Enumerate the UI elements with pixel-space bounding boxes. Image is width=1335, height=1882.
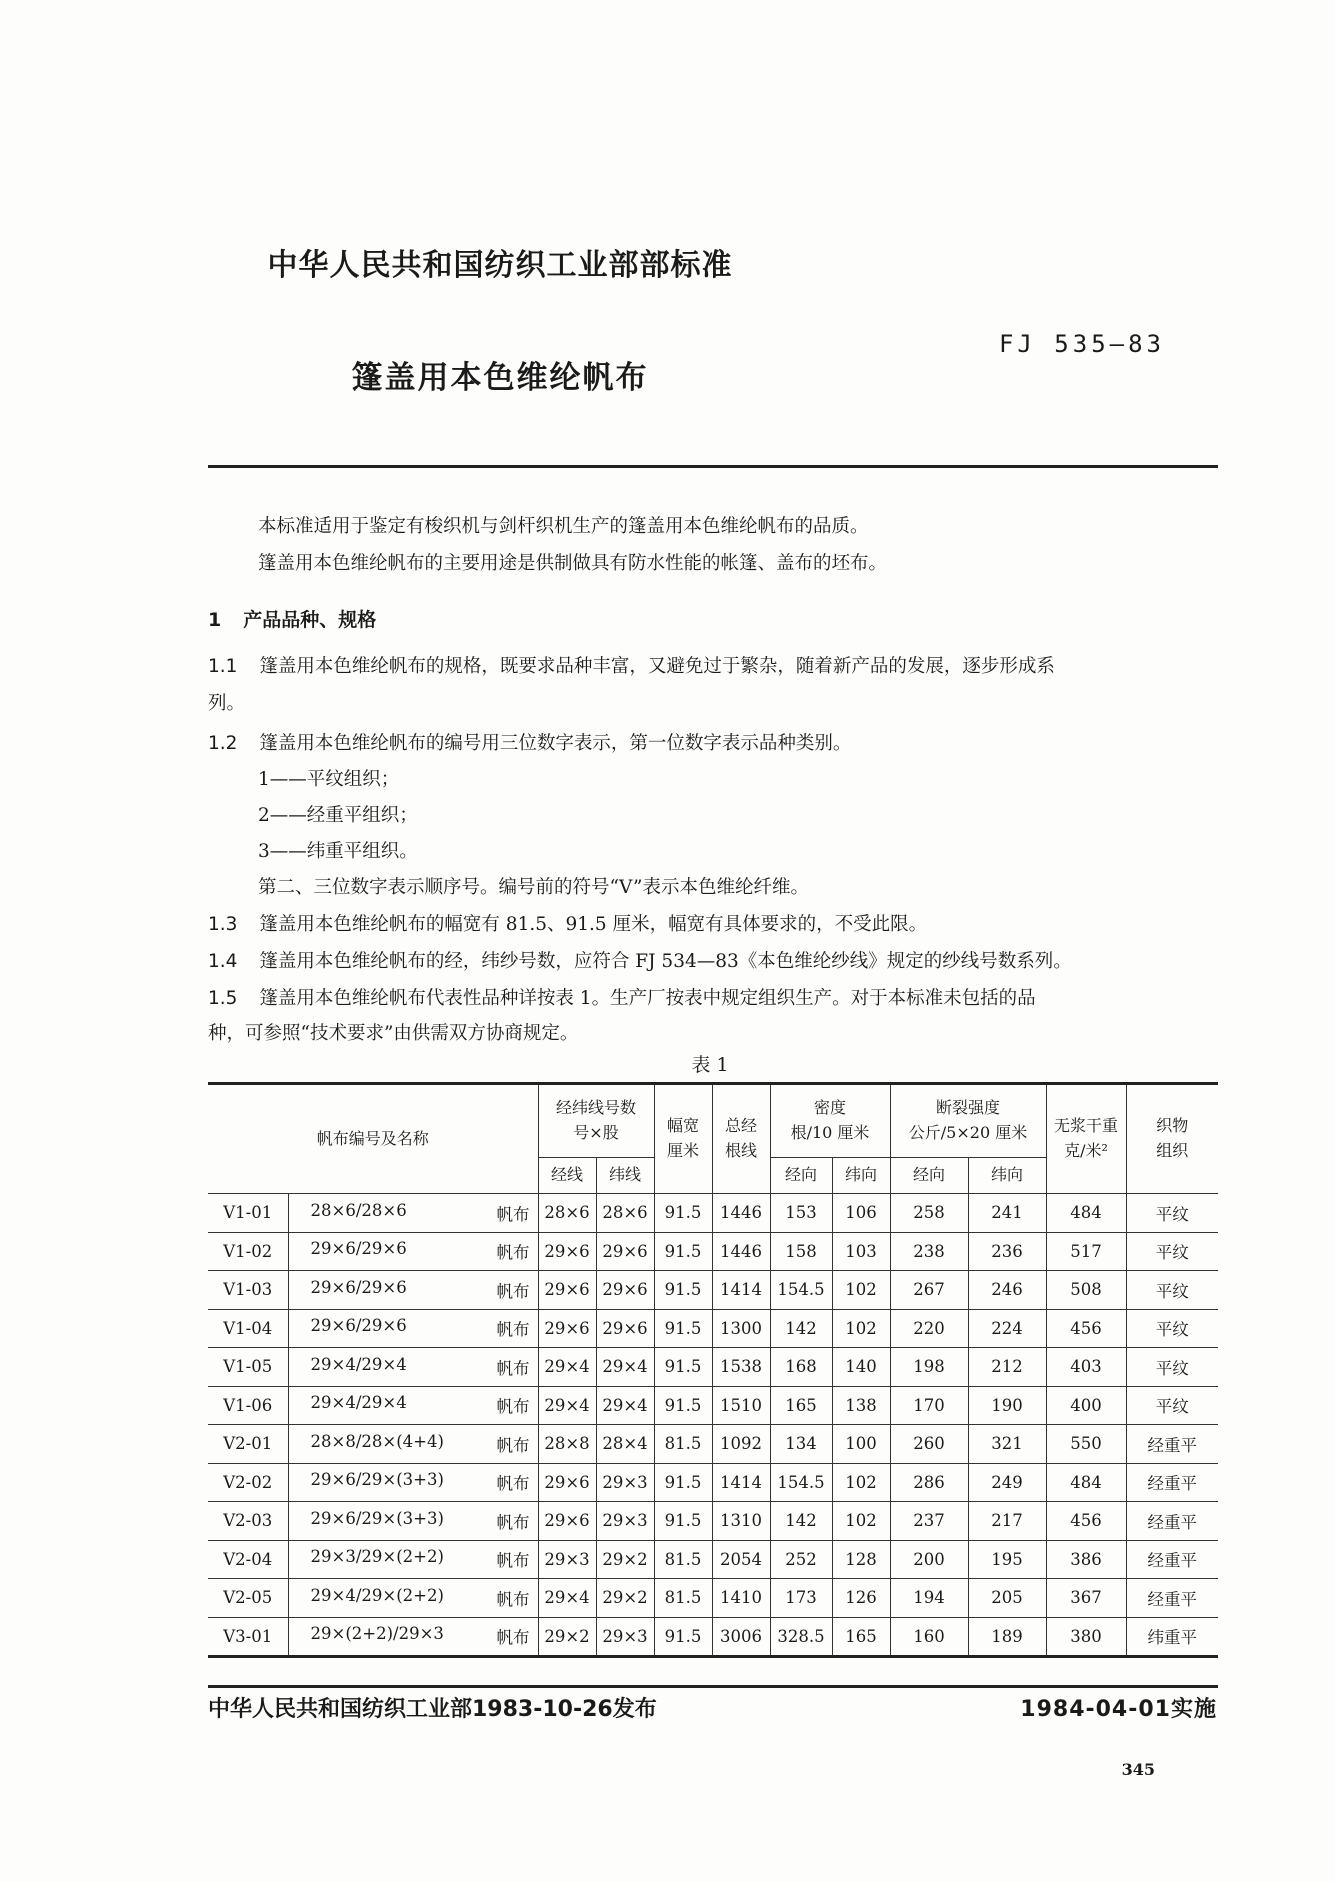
cell-fabric-code: V2-05: [208, 1579, 288, 1618]
section-1-heading: [208, 605, 376, 632]
cell-fabric-code: V1-03: [208, 1271, 288, 1310]
cell-strength-warp: 238: [890, 1232, 968, 1271]
cell-warp-yarn: 29×6: [538, 1232, 596, 1271]
header-total-ends: 总经 根线: [712, 1084, 770, 1194]
cell-weft-yarn: 29×6: [596, 1232, 654, 1271]
fabric-kind-text: 帆布: [496, 1358, 530, 1378]
cell-density-warp: 153: [770, 1194, 832, 1233]
cell-warp-yarn: 29×6: [538, 1309, 596, 1348]
cell-warp-yarn: 29×2: [538, 1617, 596, 1657]
cell-density-warp: 168: [770, 1348, 832, 1387]
fabric-kind-text: 帆布: [496, 1243, 530, 1263]
cell-strength-weft: 212: [968, 1348, 1046, 1387]
cell-strength-weft: 205: [968, 1579, 1046, 1618]
fabric-kind-text: 帆布: [496, 1512, 530, 1532]
weave-list-item: 2——经重平组织；: [258, 805, 418, 826]
cell-fabric-code: V1-06: [208, 1386, 288, 1425]
cell-width: 91.5: [654, 1194, 712, 1233]
cell-weave: 纬重平: [1126, 1617, 1218, 1657]
cell-fabric-spec: [288, 1425, 538, 1464]
clause-number: 1.3: [208, 914, 238, 935]
cell-density-weft: 126: [832, 1579, 890, 1618]
cell-weave: 平纹: [1126, 1232, 1218, 1271]
cell-strength-weft: 189: [968, 1617, 1046, 1657]
cell-width: 91.5: [654, 1271, 712, 1310]
fabric-spec-text: 29×3/29×(2+2): [310, 1547, 444, 1567]
cell-dry-weight: 550: [1046, 1425, 1126, 1464]
cell-fabric-spec: [288, 1309, 538, 1348]
table-row: [208, 1617, 1218, 1657]
cell-total-ends: 1510: [712, 1386, 770, 1425]
table-row: [208, 1579, 1218, 1618]
cell-density-warp: 154.5: [770, 1271, 832, 1310]
fabric-kind-text: 帆布: [496, 1589, 530, 1609]
header-strength-warp: 经向: [890, 1158, 968, 1194]
page-number: 345: [1121, 1760, 1155, 1779]
cell-width: 91.5: [654, 1502, 712, 1541]
clause-1-3: [208, 913, 927, 937]
table-row: [208, 1463, 1218, 1502]
table-row: [208, 1309, 1218, 1348]
weave-list-item: 1——平纹组织；: [258, 769, 400, 790]
table-row: [208, 1194, 1218, 1233]
cell-total-ends: 1414: [712, 1463, 770, 1502]
issue-date: 中华人民共和国纺织工业部1983-10-26发布: [208, 1697, 657, 1722]
cell-fabric-spec: [288, 1232, 538, 1271]
table-row: [208, 1271, 1218, 1310]
cell-fabric-spec: [288, 1271, 538, 1310]
cell-strength-weft: 249: [968, 1463, 1046, 1502]
table-row: [208, 1540, 1218, 1579]
cell-total-ends: 2054: [712, 1540, 770, 1579]
cell-width: 91.5: [654, 1463, 712, 1502]
weave-list-item: 3——纬重平组织。: [258, 841, 418, 862]
cell-strength-warp: 160: [890, 1617, 968, 1657]
header-dry-weight: 无浆干重 克/米²: [1046, 1084, 1126, 1194]
specification-table: [208, 1082, 1218, 1658]
cell-warp-yarn: 28×8: [538, 1425, 596, 1464]
cell-strength-weft: 195: [968, 1540, 1046, 1579]
header-yarn-count: 经纬线号数 号×股: [538, 1084, 654, 1158]
cell-weave: 平纹: [1126, 1386, 1218, 1425]
cell-total-ends: 1310: [712, 1502, 770, 1541]
cell-total-ends: 3006: [712, 1617, 770, 1657]
intro-paragraph-2: 篷盖用本色维纶帆布的主要用途是供制做具有防水性能的帐篷、盖布的坯布。: [258, 553, 888, 574]
cell-density-weft: 128: [832, 1540, 890, 1579]
cell-width: 91.5: [654, 1617, 712, 1657]
cell-density-weft: 102: [832, 1463, 890, 1502]
clause-number: 1.4: [208, 951, 238, 972]
fabric-kind-text: 帆布: [496, 1281, 530, 1301]
table-row: [208, 1502, 1218, 1541]
header-divider: [208, 465, 1218, 468]
cell-weft-yarn: 29×3: [596, 1463, 654, 1502]
cell-weave: 经重平: [1126, 1579, 1218, 1618]
cell-fabric-spec: [288, 1386, 538, 1425]
issuer-title: 中华人民共和国纺织工业部部标准: [267, 248, 733, 283]
cell-dry-weight: 403: [1046, 1348, 1126, 1387]
cell-fabric-spec: [288, 1502, 538, 1541]
clause-text: 篷盖用本色维纶帆布的幅宽有 81.5、91.5 厘米，幅宽有具体要求的，不受此限。: [259, 914, 928, 935]
table-row: [208, 1232, 1218, 1271]
cell-weft-yarn: 29×3: [596, 1502, 654, 1541]
clause-number: 1.2: [208, 733, 238, 754]
cell-strength-weft: 224: [968, 1309, 1046, 1348]
cell-width: 81.5: [654, 1540, 712, 1579]
cell-strength-weft: 236: [968, 1232, 1046, 1271]
fabric-kind-text: 帆布: [496, 1320, 530, 1340]
cell-weft-yarn: 29×6: [596, 1271, 654, 1310]
cell-strength-warp: 198: [890, 1348, 968, 1387]
cell-dry-weight: 508: [1046, 1271, 1126, 1310]
clause-1-5: [208, 987, 1036, 1011]
cell-warp-yarn: 29×4: [538, 1386, 596, 1425]
cell-fabric-code: V1-04: [208, 1309, 288, 1348]
cell-warp-yarn: 29×4: [538, 1348, 596, 1387]
cell-weave: 平纹: [1126, 1348, 1218, 1387]
cell-fabric-code: V2-03: [208, 1502, 288, 1541]
cell-total-ends: 1446: [712, 1232, 770, 1271]
cell-fabric-spec: [288, 1617, 538, 1657]
cell-density-warp: 134: [770, 1425, 832, 1464]
cell-strength-warp: 237: [890, 1502, 968, 1541]
clause-1-5-continued: 种，可参照“技术要求”由供需双方协商规定。: [208, 1023, 579, 1044]
table-row: [208, 1386, 1218, 1425]
fabric-spec-text: 29×4/29×(2+2): [310, 1585, 444, 1605]
cell-width: 91.5: [654, 1309, 712, 1348]
cell-warp-yarn: 29×4: [538, 1579, 596, 1618]
cell-fabric-spec: [288, 1579, 538, 1618]
cell-density-weft: 100: [832, 1425, 890, 1464]
cell-density-warp: 173: [770, 1579, 832, 1618]
header-density-weft: 纬向: [832, 1158, 890, 1194]
cell-dry-weight: 400: [1046, 1386, 1126, 1425]
cell-width: 91.5: [654, 1232, 712, 1271]
section-number: 1: [208, 609, 222, 631]
cell-weft-yarn: 29×6: [596, 1309, 654, 1348]
cell-warp-yarn: 29×6: [538, 1271, 596, 1310]
footer-divider: [208, 1685, 1218, 1688]
fabric-spec-text: 29×4/29×4: [310, 1354, 407, 1374]
cell-warp-yarn: 29×6: [538, 1502, 596, 1541]
cell-weave: 经重平: [1126, 1540, 1218, 1579]
header-strength-weft: 纬向: [968, 1158, 1046, 1194]
document-title: 篷盖用本色维纶帆布: [351, 360, 649, 396]
cell-total-ends: 1092: [712, 1425, 770, 1464]
fabric-spec-text: 29×6/29×6: [310, 1239, 407, 1259]
fabric-spec-text: 28×6/28×6: [310, 1200, 407, 1220]
cell-width: 81.5: [654, 1425, 712, 1464]
fabric-spec-text: 29×6/29×(3+3): [310, 1470, 444, 1490]
clause-text: 篷盖用本色维纶帆布的经，纬纱号数，应符合 FJ 534—83《本色维纶纱线》规定的纱线号数系列。: [259, 951, 1072, 972]
cell-strength-warp: 194: [890, 1579, 968, 1618]
cell-density-weft: 106: [832, 1194, 890, 1233]
cell-weft-yarn: 28×4: [596, 1425, 654, 1464]
cell-density-warp: 328.5: [770, 1617, 832, 1657]
cell-fabric-code: V2-02: [208, 1463, 288, 1502]
header-fabric-name: 帆布编号及名称: [208, 1084, 538, 1194]
cell-weft-yarn: 29×2: [596, 1540, 654, 1579]
cell-warp-yarn: 29×6: [538, 1463, 596, 1502]
cell-fabric-spec: [288, 1463, 538, 1502]
cell-fabric-code: V2-01: [208, 1425, 288, 1464]
cell-dry-weight: 517: [1046, 1232, 1126, 1271]
cell-density-warp: 142: [770, 1309, 832, 1348]
fabric-kind-text: 帆布: [496, 1551, 530, 1571]
cell-weave: 经重平: [1126, 1502, 1218, 1541]
cell-total-ends: 1410: [712, 1579, 770, 1618]
cell-fabric-code: V1-05: [208, 1348, 288, 1387]
fabric-kind-text: 帆布: [496, 1204, 530, 1224]
cell-density-warp: 142: [770, 1502, 832, 1541]
clause-1-4: [208, 950, 1072, 974]
cell-fabric-code: V2-04: [208, 1540, 288, 1579]
cell-strength-warp: 286: [890, 1463, 968, 1502]
cell-total-ends: 1446: [712, 1194, 770, 1233]
clause-1-1: [208, 655, 1055, 679]
cell-density-weft: 102: [832, 1271, 890, 1310]
cell-dry-weight: 456: [1046, 1309, 1126, 1348]
fabric-spec-text: 29×6/29×(3+3): [310, 1508, 444, 1528]
cell-density-weft: 140: [832, 1348, 890, 1387]
cell-strength-warp: 267: [890, 1271, 968, 1310]
cell-strength-weft: 190: [968, 1386, 1046, 1425]
fabric-kind-text: 帆布: [496, 1474, 530, 1494]
header-weave: 织物 组织: [1126, 1084, 1218, 1194]
cell-weft-yarn: 29×2: [596, 1579, 654, 1618]
clause-number: 1.1: [208, 656, 238, 677]
cell-strength-weft: 321: [968, 1425, 1046, 1464]
section-title: 产品品种、规格: [243, 609, 377, 631]
table-row: [208, 1425, 1218, 1464]
cell-width: 91.5: [654, 1348, 712, 1387]
cell-weave: 平纹: [1126, 1271, 1218, 1310]
intro-paragraph-1: 本标准适用于鉴定有梭织机与剑杆织机生产的篷盖用本色维纶帆布的品质。: [258, 516, 869, 537]
cell-density-warp: 165: [770, 1386, 832, 1425]
cell-density-warp: 158: [770, 1232, 832, 1271]
cell-dry-weight: 484: [1046, 1463, 1126, 1502]
cell-density-weft: 102: [832, 1502, 890, 1541]
fabric-kind-text: 帆布: [496, 1435, 530, 1455]
fabric-spec-text: 28×8/28×(4+4): [310, 1431, 444, 1451]
cell-density-weft: 103: [832, 1232, 890, 1271]
clause-text: 篷盖用本色维纶帆布的规格，既要求品种丰富，又避免过于繁杂，随着新产品的发展，逐步形成系: [259, 656, 1055, 677]
fabric-spec-text: 29×6/29×6: [310, 1316, 407, 1336]
cell-strength-warp: 260: [890, 1425, 968, 1464]
cell-density-warp: 252: [770, 1540, 832, 1579]
standard-code: FJ 535—83: [998, 330, 1165, 358]
clause-1-1-continued: 列。: [208, 693, 246, 714]
fabric-kind-text: 帆布: [496, 1397, 530, 1417]
cell-dry-weight: 367: [1046, 1579, 1126, 1618]
cell-weave: 平纹: [1126, 1194, 1218, 1233]
cell-fabric-spec: [288, 1348, 538, 1387]
cell-dry-weight: 456: [1046, 1502, 1126, 1541]
cell-total-ends: 1414: [712, 1271, 770, 1310]
cell-strength-warp: 220: [890, 1309, 968, 1348]
header-density-warp: 经向: [770, 1158, 832, 1194]
cell-warp-yarn: 29×3: [538, 1540, 596, 1579]
cell-warp-yarn: 28×6: [538, 1194, 596, 1233]
cell-width: 81.5: [654, 1579, 712, 1618]
table-caption: 表 1: [691, 1054, 729, 1076]
cell-total-ends: 1538: [712, 1348, 770, 1387]
cell-dry-weight: 380: [1046, 1617, 1126, 1657]
cell-density-weft: 102: [832, 1309, 890, 1348]
clause-text: 篷盖用本色维纶帆布的编号用三位数字表示，第一位数字表示品种类别。: [259, 733, 852, 754]
clause-1-2-note: 第二、三位数字表示顺序号。编号前的符号“V”表示本色维纶纤维。: [258, 877, 809, 898]
cell-density-weft: 165: [832, 1617, 890, 1657]
cell-strength-weft: 241: [968, 1194, 1046, 1233]
cell-density-weft: 138: [832, 1386, 890, 1425]
header-width: 幅宽 厘米: [654, 1084, 712, 1194]
cell-dry-weight: 484: [1046, 1194, 1126, 1233]
fabric-spec-text: 29×4/29×4: [310, 1393, 407, 1413]
cell-weave: 平纹: [1126, 1309, 1218, 1348]
cell-strength-weft: 246: [968, 1271, 1046, 1310]
cell-total-ends: 1300: [712, 1309, 770, 1348]
cell-strength-warp: 200: [890, 1540, 968, 1579]
cell-strength-warp: 170: [890, 1386, 968, 1425]
cell-fabric-spec: [288, 1540, 538, 1579]
cell-weave: 经重平: [1126, 1425, 1218, 1464]
fabric-spec-text: 29×6/29×6: [310, 1277, 407, 1297]
effective-date: 1984-04-01实施: [1020, 1697, 1217, 1722]
clause-number: 1.5: [208, 988, 238, 1009]
cell-fabric-code: V1-01: [208, 1194, 288, 1233]
cell-fabric-code: V1-02: [208, 1232, 288, 1271]
header-breaking-strength: 断裂强度 公斤/5×20 厘米: [890, 1084, 1046, 1158]
fabric-kind-text: 帆布: [496, 1628, 530, 1648]
cell-fabric-code: V3-01: [208, 1617, 288, 1657]
cell-density-warp: 154.5: [770, 1463, 832, 1502]
cell-weft-yarn: 29×4: [596, 1348, 654, 1387]
cell-strength-warp: 258: [890, 1194, 968, 1233]
table-row: [208, 1348, 1218, 1387]
cell-width: 91.5: [654, 1386, 712, 1425]
cell-weft-yarn: 29×3: [596, 1617, 654, 1657]
cell-dry-weight: 386: [1046, 1540, 1126, 1579]
clause-1-2: [208, 732, 851, 756]
header-density: 密度 根/10 厘米: [770, 1084, 890, 1158]
fabric-spec-text: 29×(2+2)/29×3: [310, 1624, 444, 1644]
cell-fabric-spec: [288, 1194, 538, 1233]
clause-text: 篷盖用本色维纶帆布代表性品种详按表 1。生产厂按表中规定组织生产。对于本标准未包括的品: [259, 988, 1036, 1009]
cell-weave: 经重平: [1126, 1463, 1218, 1502]
cell-strength-weft: 217: [968, 1502, 1046, 1541]
cell-weft-yarn: 28×6: [596, 1194, 654, 1233]
header-warp-yarn: 经线: [538, 1158, 596, 1194]
header-weft-yarn: 纬线: [596, 1158, 654, 1194]
cell-weft-yarn: 29×4: [596, 1386, 654, 1425]
